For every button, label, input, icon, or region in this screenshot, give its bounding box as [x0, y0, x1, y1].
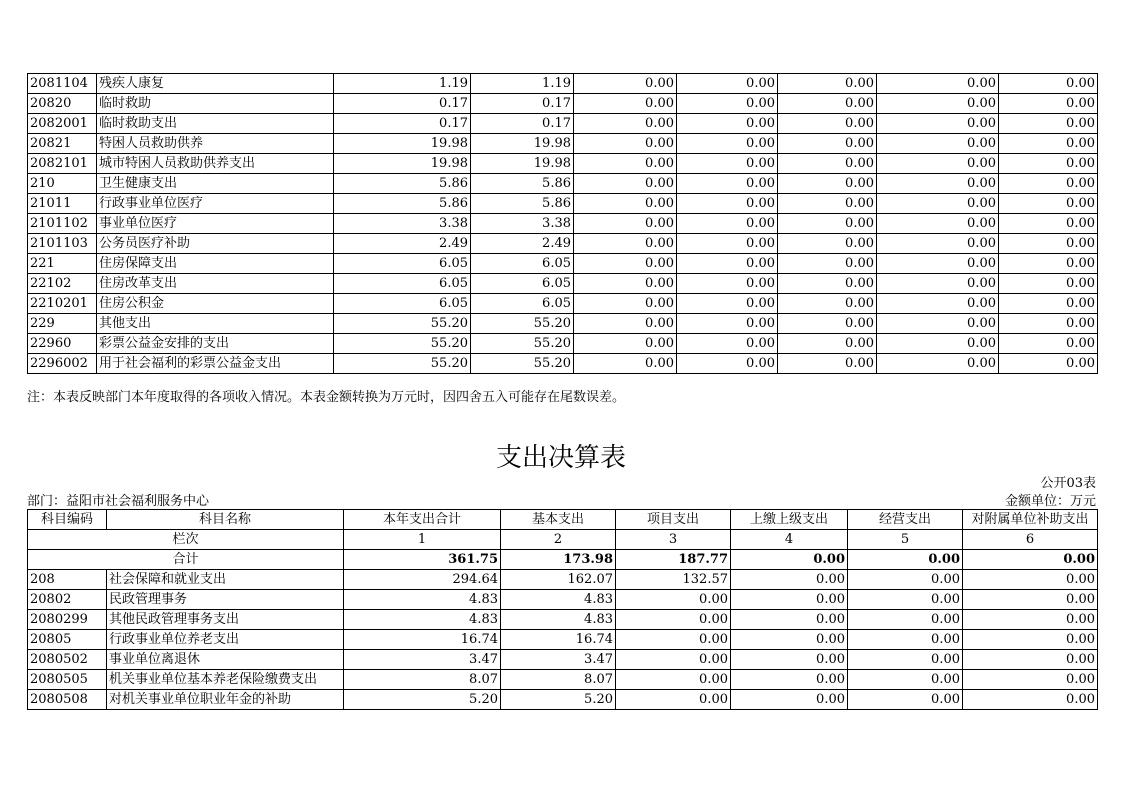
- amount-cell: 6.05: [471, 294, 574, 314]
- amount-cell: 55.20: [471, 334, 574, 354]
- amount-cell: 0.00: [677, 294, 778, 314]
- amount-cell: 0.00: [877, 354, 999, 374]
- amount-cell: 0.00: [677, 94, 778, 114]
- table-row: [28, 670, 1098, 690]
- table-row: [28, 354, 1098, 374]
- table-row: [28, 630, 1098, 650]
- subject-name-cell: 其他民政管理事务支出: [107, 610, 344, 630]
- amount-cell: 19.98: [471, 154, 574, 174]
- table-row: [28, 274, 1098, 294]
- amount-cell: 0.00: [848, 630, 963, 650]
- amount-cell: 0.00: [677, 194, 778, 214]
- amount-cell: 0.00: [877, 214, 999, 234]
- amount-cell: 0.00: [677, 254, 778, 274]
- subject-name-cell: 行政事业单位医疗: [97, 194, 334, 214]
- amount-cell: 0.00: [574, 114, 677, 134]
- amount-cell: 0.00: [999, 294, 1098, 314]
- amount-cell: 0.00: [677, 174, 778, 194]
- subject-name-cell: 其他支出: [97, 314, 334, 334]
- amount-cell: 0.00: [778, 254, 877, 274]
- header-row: [28, 510, 1098, 530]
- amount-cell: 0.00: [731, 590, 848, 610]
- amount-cell: 0.00: [999, 94, 1098, 114]
- subject-code-cell: 2080502: [28, 650, 107, 670]
- header-cell: 科目名称: [107, 510, 344, 530]
- table-row: [28, 690, 1098, 710]
- amount-cell: 5.86: [334, 194, 471, 214]
- amount-cell: 0.00: [778, 234, 877, 254]
- amount-cell: 16.74: [344, 630, 501, 650]
- amount-cell: 0.00: [877, 74, 999, 94]
- column-number-cell: 2: [501, 530, 616, 550]
- amount-cell: 3.38: [471, 214, 574, 234]
- subject-code-cell: 221: [28, 254, 97, 274]
- amount-cell: 0.00: [574, 94, 677, 114]
- table-row: [28, 94, 1098, 114]
- header-cell: 对附属单位补助支出: [963, 510, 1098, 530]
- table-row: [28, 650, 1098, 670]
- subject-name-cell: 临时救助: [97, 94, 334, 114]
- department-label: 部门：益阳市社会福利服务中心: [27, 494, 210, 509]
- amount-cell: 0.00: [616, 670, 731, 690]
- amount-cell: 6.05: [334, 274, 471, 294]
- income-table-continued: [27, 73, 1098, 374]
- total-label: 合计: [28, 550, 344, 570]
- subject-code-cell: 2101102: [28, 214, 97, 234]
- amount-cell: 0.00: [778, 294, 877, 314]
- table-row: [28, 74, 1098, 94]
- amount-cell: 0.00: [778, 194, 877, 214]
- amount-cell: 5.20: [344, 690, 501, 710]
- column-number-label: 栏次: [28, 530, 344, 550]
- amount-cell: 6.05: [471, 274, 574, 294]
- amount-cell: 0.00: [963, 630, 1098, 650]
- header-cell: 基本支出: [501, 510, 616, 530]
- table-row: [28, 174, 1098, 194]
- header-cell: 科目编码: [28, 510, 107, 530]
- subject-code-cell: 2082101: [28, 154, 97, 174]
- subject-code-cell: 22102: [28, 274, 97, 294]
- amount-cell: 0.00: [731, 670, 848, 690]
- amount-cell: 16.74: [501, 630, 616, 650]
- amount-cell: 0.00: [574, 74, 677, 94]
- amount-cell: 6.05: [471, 254, 574, 274]
- amount-cell: 0.00: [999, 274, 1098, 294]
- amount-cell: 0.00: [574, 194, 677, 214]
- subject-code-cell: 2080299: [28, 610, 107, 630]
- amount-cell: 0.00: [677, 134, 778, 154]
- page-title: 支出决算表: [495, 443, 626, 473]
- subject-name-cell: 民政管理事务: [107, 590, 344, 610]
- amount-cell: 0.00: [778, 134, 877, 154]
- amount-cell: 0.00: [848, 570, 963, 590]
- amount-cell: 0.00: [778, 174, 877, 194]
- amount-cell: 55.20: [334, 334, 471, 354]
- amount-cell: 0.00: [778, 274, 877, 294]
- amount-cell: 0.00: [677, 314, 778, 334]
- amount-cell: 0.00: [574, 274, 677, 294]
- column-number-cell: 3: [616, 530, 731, 550]
- amount-cell: 0.00: [999, 214, 1098, 234]
- amount-cell: 0.00: [778, 354, 877, 374]
- subject-code-cell: 22960: [28, 334, 97, 354]
- amount-cell: 55.20: [471, 354, 574, 374]
- amount-cell: 0.17: [334, 94, 471, 114]
- amount-cell: 0.00: [848, 610, 963, 630]
- amount-cell: 162.07: [501, 570, 616, 590]
- subject-name-cell: 住房保障支出: [97, 254, 334, 274]
- amount-cell: 0.00: [574, 234, 677, 254]
- amount-cell: 0.17: [471, 94, 574, 114]
- table-row: [28, 154, 1098, 174]
- amount-cell: 0.00: [999, 154, 1098, 174]
- amount-cell: 0.00: [999, 194, 1098, 214]
- amount-cell: 0.00: [963, 570, 1098, 590]
- amount-cell: 55.20: [334, 314, 471, 334]
- total-row: [28, 550, 1098, 570]
- amount-cell: 8.07: [501, 670, 616, 690]
- amount-cell: 0.00: [616, 690, 731, 710]
- subject-name-cell: 残疾人康复: [97, 74, 334, 94]
- subject-code-cell: 2080508: [28, 690, 107, 710]
- subject-code-cell: 2081104: [28, 74, 97, 94]
- expenditure-table-body: [28, 570, 1098, 710]
- amount-cell: 0.00: [616, 590, 731, 610]
- amount-cell: 0.00: [999, 234, 1098, 254]
- amount-cell: 0.00: [848, 670, 963, 690]
- subject-name-cell: 事业单位离退休: [107, 650, 344, 670]
- table-row: [28, 590, 1098, 610]
- amount-cell: 0.00: [877, 334, 999, 354]
- amount-cell: 4.83: [344, 590, 501, 610]
- amount-cell: 0.00: [848, 590, 963, 610]
- amount-cell: 0.00: [677, 214, 778, 234]
- amount-cell: 0.00: [616, 650, 731, 670]
- amount-cell: 3.47: [501, 650, 616, 670]
- amount-cell: 3.38: [334, 214, 471, 234]
- income-table-body: [28, 74, 1098, 374]
- amount-cell: 4.83: [344, 610, 501, 630]
- subject-name-cell: 行政事业单位养老支出: [107, 630, 344, 650]
- amount-cell: 0.00: [999, 134, 1098, 154]
- table-row: [28, 570, 1098, 590]
- amount-cell: 0.00: [963, 610, 1098, 630]
- table-row: [28, 114, 1098, 134]
- subject-name-cell: 住房公积金: [97, 294, 334, 314]
- amount-cell: 0.00: [778, 74, 877, 94]
- subject-name-cell: 卫生健康支出: [97, 174, 334, 194]
- amount-cell: 55.20: [334, 354, 471, 374]
- amount-cell: 0.00: [877, 274, 999, 294]
- amount-cell: 132.57: [616, 570, 731, 590]
- total-cell: 173.98: [501, 550, 616, 570]
- subject-code-cell: 208: [28, 570, 107, 590]
- amount-cell: 0.00: [999, 74, 1098, 94]
- amount-cell: 0.00: [877, 254, 999, 274]
- amount-cell: 19.98: [334, 154, 471, 174]
- amount-cell: 0.00: [877, 314, 999, 334]
- amount-cell: 0.00: [677, 234, 778, 254]
- amount-cell: 0.00: [999, 354, 1098, 374]
- amount-cell: 0.00: [677, 114, 778, 134]
- amount-cell: 0.00: [574, 154, 677, 174]
- subject-name-cell: 事业单位医疗: [97, 214, 334, 234]
- amount-cell: 0.00: [999, 334, 1098, 354]
- subject-name-cell: 公务员医疗补助: [97, 234, 334, 254]
- amount-cell: 0.00: [574, 294, 677, 314]
- amount-cell: 0.00: [574, 134, 677, 154]
- subject-code-cell: 20821: [28, 134, 97, 154]
- amount-cell: 55.20: [471, 314, 574, 334]
- amount-cell: 0.00: [963, 670, 1098, 690]
- amount-cell: 0.00: [677, 154, 778, 174]
- amount-cell: 0.00: [848, 650, 963, 670]
- total-cell: 0.00: [848, 550, 963, 570]
- amount-cell: 0.00: [731, 630, 848, 650]
- amount-cell: 4.83: [501, 610, 616, 630]
- amount-cell: 0.00: [877, 134, 999, 154]
- subject-code-cell: 21011: [28, 194, 97, 214]
- subject-code-cell: 20820: [28, 94, 97, 114]
- amount-cell: 5.86: [471, 194, 574, 214]
- amount-cell: 0.00: [999, 314, 1098, 334]
- amount-cell: 0.17: [334, 114, 471, 134]
- amount-cell: 0.00: [877, 194, 999, 214]
- subject-code-cell: 2296002: [28, 354, 97, 374]
- amount-cell: 0.00: [574, 214, 677, 234]
- header-cell: 经营支出: [848, 510, 963, 530]
- amount-cell: 0.00: [616, 610, 731, 630]
- table-row: [28, 334, 1098, 354]
- header-cell: 上缴上级支出: [731, 510, 848, 530]
- total-cell: 187.77: [616, 550, 731, 570]
- total-cell: 0.00: [963, 550, 1098, 570]
- table-row: [28, 134, 1098, 154]
- table-row: [28, 234, 1098, 254]
- subject-code-cell: 2210201: [28, 294, 97, 314]
- subject-name-cell: 彩票公益金安排的支出: [97, 334, 334, 354]
- amount-cell: 0.00: [731, 570, 848, 590]
- amount-cell: 0.00: [677, 74, 778, 94]
- column-number-cell: 5: [848, 530, 963, 550]
- amount-cell: 0.00: [574, 334, 677, 354]
- amount-cell: 0.00: [877, 154, 999, 174]
- subject-name-cell: 对机关事业单位职业年金的补助: [107, 690, 344, 710]
- amount-cell: 0.00: [877, 114, 999, 134]
- amount-cell: 5.86: [334, 174, 471, 194]
- amount-cell: 0.00: [848, 690, 963, 710]
- amount-cell: 2.49: [471, 234, 574, 254]
- subject-code-cell: 2080505: [28, 670, 107, 690]
- expenditure-table: [27, 509, 1098, 710]
- amount-cell: 0.17: [471, 114, 574, 134]
- amount-cell: 19.98: [334, 134, 471, 154]
- subject-code-cell: 2101103: [28, 234, 97, 254]
- amount-cell: 0.00: [999, 254, 1098, 274]
- amount-cell: 0.00: [999, 114, 1098, 134]
- total-cell: 0.00: [731, 550, 848, 570]
- amount-cell: 0.00: [778, 94, 877, 114]
- amount-cell: 5.20: [501, 690, 616, 710]
- subject-name-cell: 机关事业单位基本养老保险缴费支出: [107, 670, 344, 690]
- amount-cell: 0.00: [574, 254, 677, 274]
- table-row: [28, 194, 1098, 214]
- amount-cell: 6.05: [334, 294, 471, 314]
- amount-cell: 0.00: [574, 354, 677, 374]
- subject-code-cell: 20802: [28, 590, 107, 610]
- amount-cell: 0.00: [877, 94, 999, 114]
- subject-name-cell: 住房改革支出: [97, 274, 334, 294]
- amount-cell: 0.00: [778, 314, 877, 334]
- amount-cell: 0.00: [999, 174, 1098, 194]
- amount-cell: 294.64: [344, 570, 501, 590]
- column-number-cell: 6: [963, 530, 1098, 550]
- amount-cell: 5.86: [471, 174, 574, 194]
- subject-name-cell: 临时救助支出: [97, 114, 334, 134]
- form-number: 公开03表: [1040, 476, 1096, 491]
- amount-cell: 3.47: [344, 650, 501, 670]
- amount-cell: 8.07: [344, 670, 501, 690]
- table-note: 注：本表反映部门本年度取得的各项收入情况。本表金额转换为万元时，因四舍五入可能存在尾数误差。: [27, 390, 626, 405]
- amount-cell: 1.19: [471, 74, 574, 94]
- header-cell: 本年支出合计: [344, 510, 501, 530]
- amount-cell: 0.00: [574, 174, 677, 194]
- amount-cell: 0.00: [778, 214, 877, 234]
- table-row: [28, 314, 1098, 334]
- amount-cell: 0.00: [877, 234, 999, 254]
- column-number-cell: 4: [731, 530, 848, 550]
- amount-cell: 0.00: [877, 294, 999, 314]
- subject-name-cell: 城市特困人员救助供养支出: [97, 154, 334, 174]
- subject-name-cell: 社会保障和就业支出: [107, 570, 344, 590]
- amount-cell: 4.83: [501, 590, 616, 610]
- amount-cell: 0.00: [731, 650, 848, 670]
- table-row: [28, 294, 1098, 314]
- header-cell: 项目支出: [616, 510, 731, 530]
- table-row: [28, 610, 1098, 630]
- amount-cell: 19.98: [471, 134, 574, 154]
- subject-code-cell: 20805: [28, 630, 107, 650]
- table-row: [28, 214, 1098, 234]
- column-number-cell: 1: [344, 530, 501, 550]
- total-cell: 361.75: [344, 550, 501, 570]
- amount-cell: 0.00: [778, 154, 877, 174]
- amount-cell: 0.00: [574, 314, 677, 334]
- amount-cell: 0.00: [616, 630, 731, 650]
- amount-cell: 6.05: [334, 254, 471, 274]
- subject-name-cell: 用于社会福利的彩票公益金支出: [97, 354, 334, 374]
- amount-cell: 0.00: [677, 274, 778, 294]
- amount-unit-label: 金额单位：万元: [1004, 494, 1096, 509]
- amount-cell: 0.00: [963, 690, 1098, 710]
- subject-code-cell: 2082001: [28, 114, 97, 134]
- column-number-row: [28, 530, 1098, 550]
- amount-cell: 0.00: [963, 650, 1098, 670]
- subject-code-cell: 229: [28, 314, 97, 334]
- amount-cell: 0.00: [778, 334, 877, 354]
- amount-cell: 0.00: [731, 610, 848, 630]
- amount-cell: 0.00: [778, 114, 877, 134]
- amount-cell: 1.19: [334, 74, 471, 94]
- amount-cell: 0.00: [677, 354, 778, 374]
- amount-cell: 0.00: [677, 334, 778, 354]
- amount-cell: 0.00: [877, 174, 999, 194]
- amount-cell: 2.49: [334, 234, 471, 254]
- subject-name-cell: 特困人员救助供养: [97, 134, 334, 154]
- subject-code-cell: 210: [28, 174, 97, 194]
- amount-cell: 0.00: [731, 690, 848, 710]
- table-row: [28, 254, 1098, 274]
- amount-cell: 0.00: [963, 590, 1098, 610]
